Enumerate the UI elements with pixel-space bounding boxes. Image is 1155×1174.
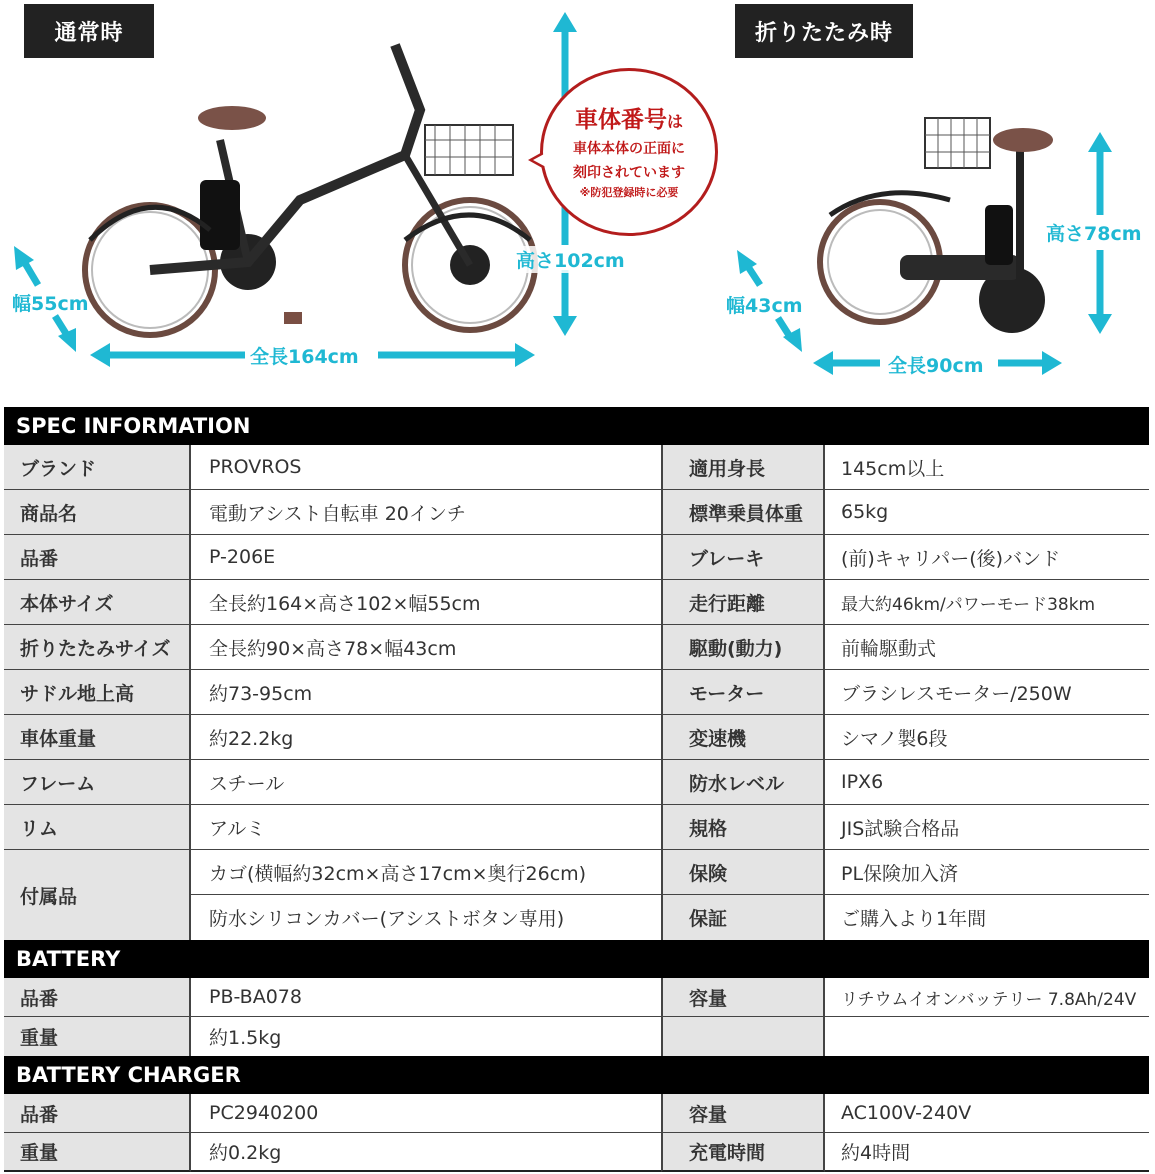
- spec-value: アルミ: [191, 805, 661, 850]
- spec-key: 重量: [4, 1017, 191, 1056]
- spec-key: リム: [4, 805, 191, 850]
- spec-key: 駆動(動力): [661, 625, 825, 670]
- spec-key: 容量: [661, 978, 825, 1017]
- normal-bike-icon: [85, 45, 535, 335]
- spec-information-header: SPEC INFORMATION: [4, 407, 1149, 445]
- spec-value: 約0.2kg: [191, 1133, 661, 1172]
- spec-key: 防水レベル: [661, 760, 825, 805]
- spec-value: AC100V-240V: [825, 1094, 1149, 1133]
- spec-value: 約1.5kg: [191, 1017, 661, 1056]
- spec-key: 重量: [4, 1133, 191, 1172]
- spec-key: 車体重量: [4, 715, 191, 760]
- spec-value: 前輪駆動式: [825, 625, 1149, 670]
- spec-key: 容量: [661, 1094, 825, 1133]
- spec-value: スチール: [191, 760, 661, 805]
- spec-value: 全長約164×高さ102×幅55cm: [191, 580, 661, 625]
- spec-value: 145cm以上: [825, 445, 1149, 490]
- spec-key: 標準乗員体重: [661, 490, 825, 535]
- normal-length-dimension: 全長164cm: [250, 346, 359, 368]
- spec-key: 商品名: [4, 490, 191, 535]
- spec-key: 折りたたみサイズ: [4, 625, 191, 670]
- spec-key: 本体サイズ: [4, 580, 191, 625]
- folded-bike-icon: [820, 118, 1053, 333]
- spec-key-empty: [661, 1017, 825, 1056]
- folded-state-label: 折りたたみ時: [735, 4, 913, 58]
- spec-value: PL保険加入済: [825, 850, 1149, 895]
- spec-value: ブラシレスモーター/250W: [825, 670, 1149, 715]
- spec-value: (前)キャリパー(後)バンド: [825, 535, 1149, 580]
- battery-charger-header: BATTERY CHARGER: [4, 1056, 1149, 1094]
- spec-key: 品番: [4, 535, 191, 580]
- callout-title-suffix: は: [666, 112, 683, 131]
- normal-width-dimension: 幅55cm: [12, 293, 89, 315]
- spec-value: 全長約90×高さ78×幅43cm: [191, 625, 661, 670]
- spec-value: 電動アシスト自転車 20インチ: [191, 490, 661, 535]
- spec-value: PC2940200: [191, 1094, 661, 1133]
- spec-key: 品番: [4, 1094, 191, 1133]
- callout-note: ※防犯登録時に必要: [579, 186, 679, 199]
- spec-value: 約22.2kg: [191, 715, 661, 760]
- frame-number-callout: [540, 68, 718, 236]
- hero-section: [0, 0, 1155, 400]
- spec-value: PROVROS: [191, 445, 661, 490]
- accessories-key: 付属品: [4, 850, 191, 940]
- folded-height-dimension: 高さ78cm: [1046, 219, 1142, 246]
- callout-line3: 刻印されています: [573, 165, 685, 181]
- accessory-item: 防水シリコンカバー(アシストボタン専用): [191, 895, 661, 940]
- spec-value: ご購入より1年間: [825, 895, 1149, 940]
- spec-key: モーター: [661, 670, 825, 715]
- spec-value-empty: [825, 1017, 1149, 1056]
- spec-value: 65kg: [825, 490, 1149, 535]
- spec-key: 充電時間: [661, 1133, 825, 1172]
- battery-grid: [4, 978, 1149, 1056]
- spec-key: サドル地上高: [4, 670, 191, 715]
- spec-value: PB-BA078: [191, 978, 661, 1017]
- normal-height-dimension: 高さ102cm: [516, 246, 625, 273]
- spec-value: シマノ製6段: [825, 715, 1149, 760]
- callout-title: 車体番号: [574, 107, 667, 133]
- accessory-item: カゴ(横幅約32cm×高さ17cm×奥行26cm): [191, 850, 661, 895]
- spec-key: 保険: [661, 850, 825, 895]
- spec-key: フレーム: [4, 760, 191, 805]
- spec-key: 規格: [661, 805, 825, 850]
- spec-value: リチウムイオンバッテリー 7.8Ah/24V: [825, 978, 1149, 1017]
- folded-length-dimension: 全長90cm: [888, 355, 984, 377]
- spec-value: P-206E: [191, 535, 661, 580]
- folded-width-dimension: 幅43cm: [726, 295, 803, 317]
- battery-header: BATTERY: [4, 940, 1149, 978]
- spec-value: 約4時間: [825, 1133, 1149, 1172]
- normal-state-label: 通常時: [24, 4, 154, 58]
- charger-grid: [4, 1094, 1149, 1172]
- callout-tail-inner: [533, 153, 546, 167]
- callout-line2: 車体本体の正面に: [573, 141, 685, 157]
- spec-value: 約73-95cm: [191, 670, 661, 715]
- spec-value: JIS試験合格品: [825, 805, 1149, 850]
- spec-table: [4, 407, 1149, 1172]
- spec-key: 適用身長: [661, 445, 825, 490]
- spec-key: ブレーキ: [661, 535, 825, 580]
- spec-value: IPX6: [825, 760, 1149, 805]
- spec-key: 走行距離: [661, 580, 825, 625]
- spec-key: 品番: [4, 978, 191, 1017]
- spec-key: 変速機: [661, 715, 825, 760]
- spec-key: 保証: [661, 895, 825, 940]
- spec-grid: [4, 445, 1149, 940]
- spec-value: 最大約46km/パワーモード38km: [825, 580, 1149, 625]
- spec-key: ブランド: [4, 445, 191, 490]
